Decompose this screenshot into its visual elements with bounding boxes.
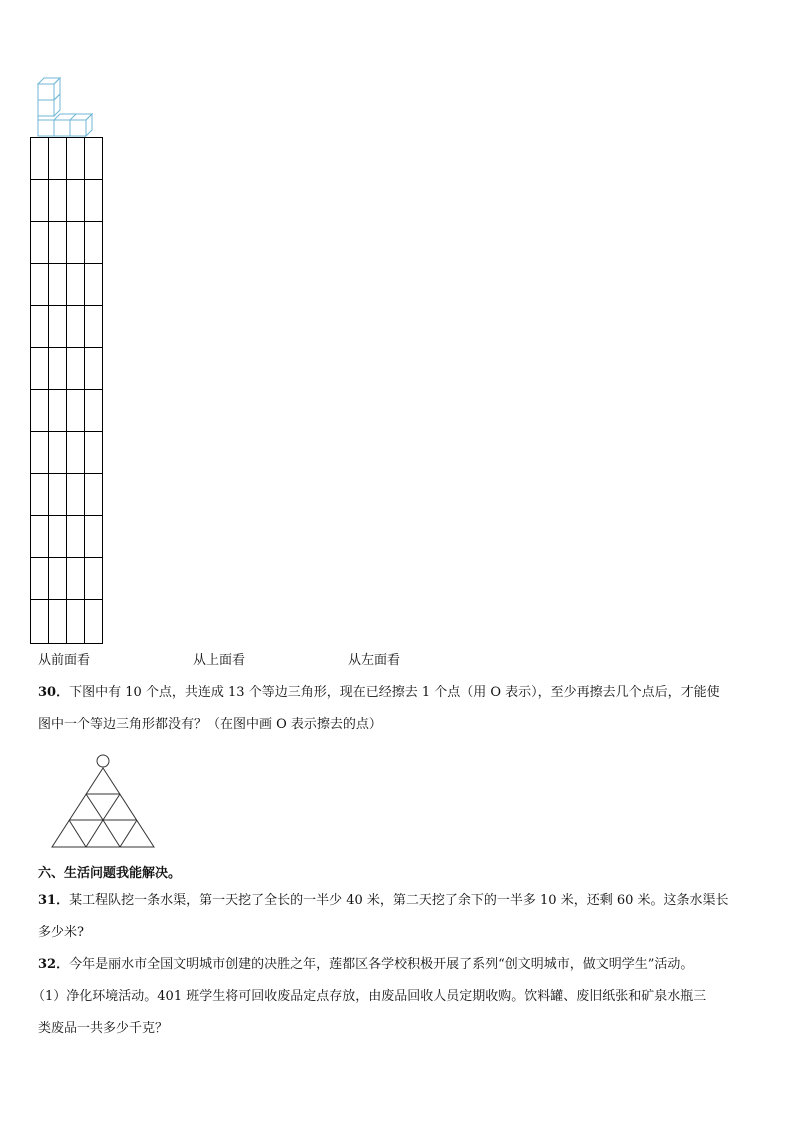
q31-text-line1: 某工程队挖一条水渠，第一天挖了全长的一半少 40 米，第二天挖了余下的一半多 10 米，还剩 60 米。这条水渠长 xyxy=(69,893,729,908)
q30-number: 30． xyxy=(38,685,70,700)
top-view-label: 从上面看 xyxy=(193,653,246,668)
q32-sub1-line2: 类废品一共多少千克？ xyxy=(38,1021,169,1036)
left-view-label: 从左面看 xyxy=(348,653,401,668)
q30-line2: 图中一个等边三角形都没有？（在图中画 O 表示擦去的点） xyxy=(38,717,382,732)
q32-text-line1: 今年是丽水市全国文明城市创建的决胜之年，莲都区各学校积极开展了系列“创文明城市，做文明学生”活动。 xyxy=(69,957,694,972)
q32-sub1-line1: （1）净化环境活动。401 班学生将可回收废品定点存放，由废品回收人员定期收购。饮料罐、废旧纸张和矿泉水瓶三 xyxy=(32,989,707,1004)
q31-line2: 多少米? xyxy=(38,925,84,940)
q32-line1 xyxy=(38,956,693,974)
erased-point-circle xyxy=(97,755,109,767)
q32-number: 32． xyxy=(38,957,70,972)
q30-text-line1: 下图中有 10 个点，共连成 13 个等边三角形，现在已经擦去 1 个点（用 O 表示），至少再擦去几个点后，才能使 xyxy=(69,685,720,700)
q31-line1 xyxy=(38,892,729,910)
q31-number: 31． xyxy=(38,893,70,908)
answer-grid[interactable] xyxy=(30,137,104,645)
triangle-dots-figure[interactable] xyxy=(50,752,158,850)
front-view-label: 从前面看 xyxy=(38,653,91,668)
cube-stack-figure xyxy=(36,76,98,138)
q30-line1 xyxy=(38,684,720,702)
section-6-title: 六、生活问题我能解决。 xyxy=(38,866,182,881)
